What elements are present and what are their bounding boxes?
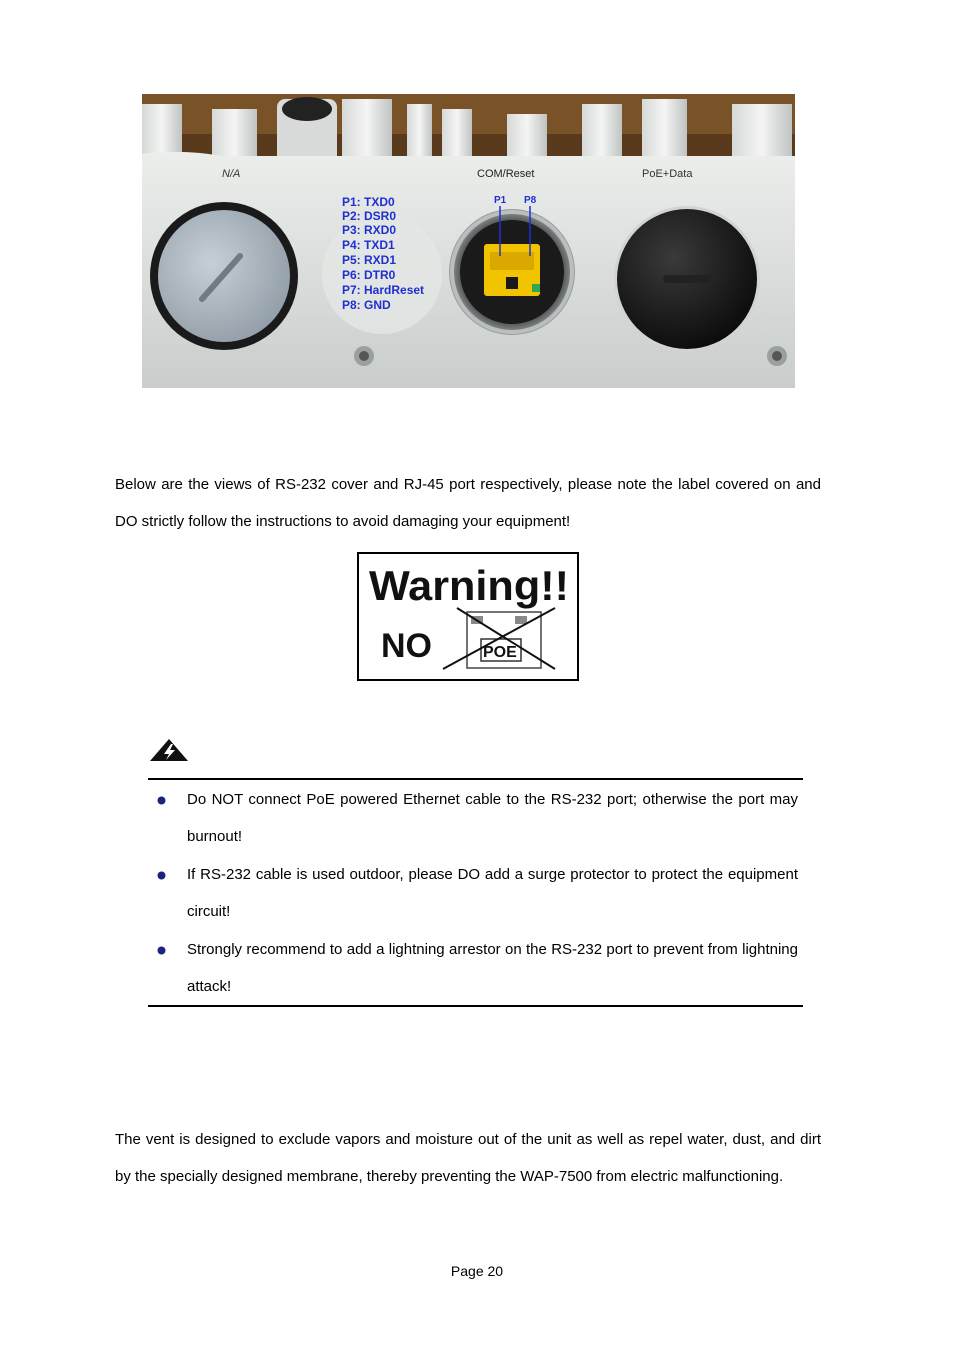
pinout-line: P2: DSR0 [342, 209, 397, 223]
warning-no: NO [381, 627, 432, 665]
caution-item: If RS-232 cable is used outdoor, please DO add a surge protector to protect the equipment circuit! [187, 866, 798, 920]
intro-paragraph: Below are the views of RS-232 cover and RJ-45 port respectively, please note the label covered on and DO strictly follow the instructions to avoid damaging your equipment! [115, 476, 821, 530]
warning-poe: POE [483, 644, 517, 661]
caution-top-rule [148, 778, 803, 780]
pinout-line: P1: TXD0 [342, 195, 395, 209]
electric-hazard-warning-icon [149, 738, 189, 762]
pinout-line: P5: RXD1 [342, 253, 397, 267]
caution-bottom-rule [148, 1005, 803, 1007]
warning-title: Warning!! [369, 562, 569, 609]
caution-item: Strongly recommend to add a lightning arrestor on the RS-232 port to prevent from lightning attack! [187, 941, 798, 995]
no-poe-warning-label [357, 552, 579, 681]
page-number: Page 20 [450, 1263, 504, 1279]
pinout-line: P4: TXD1 [342, 238, 395, 252]
pinout-line: P8: GND [342, 298, 391, 312]
pin-marker-p8: P8 [524, 195, 537, 206]
bullet-icon [157, 871, 166, 880]
pinout-line: P3: RXD0 [342, 223, 397, 237]
caution-item: Do NOT connect PoE powered Ethernet cable to the RS-232 port; otherwise the port may burnout! [187, 791, 798, 845]
bullet-icon [157, 796, 166, 805]
pinout-line: P6: DTR0 [342, 268, 396, 282]
device-port-photo [142, 94, 795, 388]
bullet-icon [157, 946, 166, 955]
pinout-line: P7: HardReset [342, 283, 425, 297]
pin-marker-p1: P1 [494, 195, 507, 206]
port-label-com-reset: COM/Reset [477, 168, 535, 180]
port-label-poe-data: PoE+Data [642, 168, 693, 180]
vent-paragraph: The vent is designed to exclude vapors and moisture out of the unit as well as repel water, dust, and dirt by the specially designed membrane, thereby preventing the WAP-7500 from electric malfunctioning. [115, 1131, 821, 1185]
port-label-na: N/A [222, 168, 241, 180]
